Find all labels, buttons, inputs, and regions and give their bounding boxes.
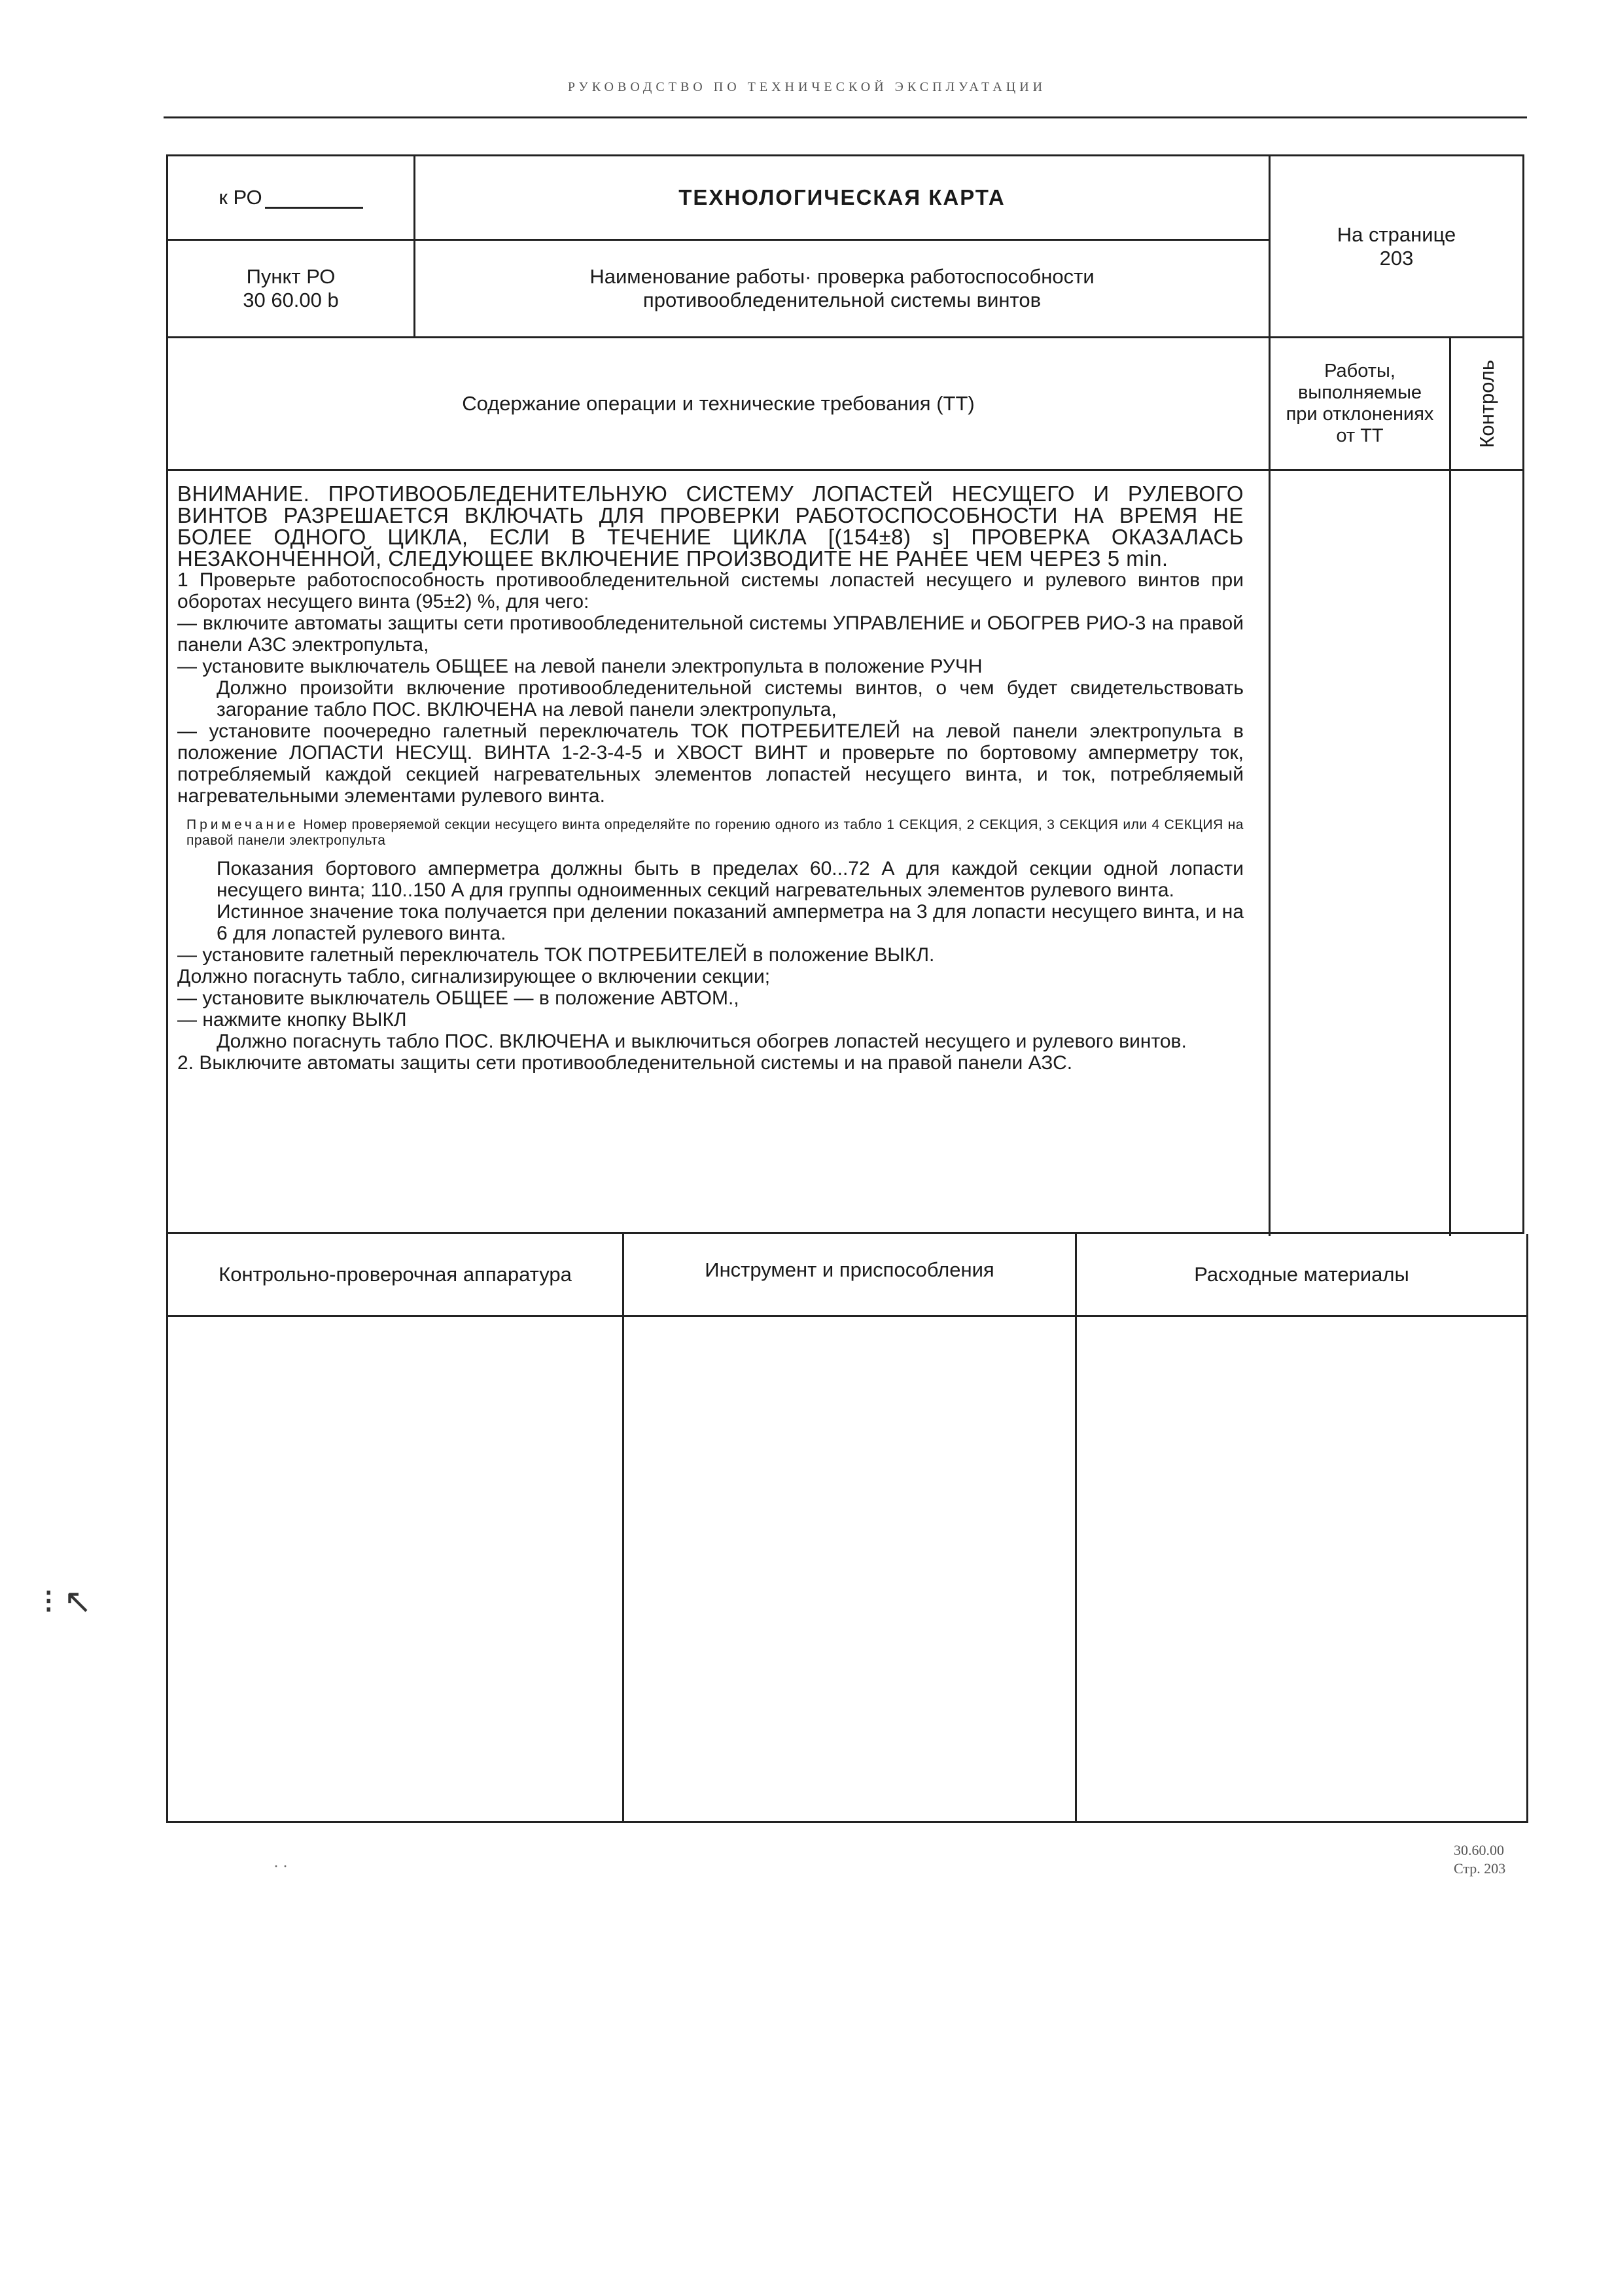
note-text: Номер проверяемой секции несущего винта определяйте по горению одного из табло 1 СЕКЦИЯ, 2 СЕКЦИЯ, 3 СЕКЦИЯ или 4 СЕКЦИЯ на правой панели электропульта — [186, 817, 1244, 848]
work-name-line2: противообледенительной системы винтов — [642, 289, 1042, 311]
resources-table — [166, 1234, 1528, 1823]
footer — [1454, 1841, 1505, 1878]
point-number: 30 60.00 b — [243, 289, 339, 311]
scan-specks: · · — [273, 1858, 288, 1875]
page-label: На странице — [1337, 222, 1456, 246]
step-1d: — установите галетный переключатель ТОК ПОТРЕБИТЕЛЕЙ в положение ВЫКЛ. — [177, 944, 935, 966]
deviations-line1: Работы, — [1324, 361, 1395, 381]
ref-cell — [168, 156, 413, 239]
step-1b: — установите выключатель ОБЩЕЕ на левой панели электропульта в положение РУЧН — [177, 656, 983, 677]
deviations-line4: от ТТ — [1336, 425, 1384, 446]
note — [186, 817, 1244, 849]
work-name-line1: Наименование работы· проверка работоспособности — [589, 265, 1095, 288]
step-1d-result: Должно погаснуть табло, сигнализирующее о включении секции; — [177, 966, 771, 987]
true-value-text: Истинное значение тока получается при делении показаний амперметра на 3 для лопасти несущего винта, и на 6 для лопастей рулевого винта. — [217, 901, 1244, 944]
warning-text: ВНИМАНИЕ. ПРОТИВООБЛЕДЕНИТЕЛЬНУЮ СИСТЕМУ ЛОПАСТЕЙ НЕСУЩЕГО И РУЛЕВОГО ВИНТОВ РАЗРЕШАЕТСЯ ВКЛЮЧАТЬ ДЛЯ ПРОВЕРКИ РАБОТОСПОСОБНОСТИ НА ВРЕМЯ НЕ БОЛЕЕ ОДНОГО ЦИКЛА, ЕСЛИ В ТЕЧЕНИЕ ЦИКЛА [(154±8) s] ПРОВЕРКА ОКАЗАЛАСЬ НЕЗАКОНЧЕННОЙ, СЛЕДУЮЩЕЕ ВКЛЮЧЕНИЕ ПРОИЗВОДИТЕ НЕ РАНЕЕ ЧЕМ ЧЕРЕЗ 5 min. — [177, 482, 1244, 571]
tech-card — [166, 154, 1524, 1234]
step-1c: — установите поочередно галетный переключатель ТОК ПОТРЕБИТЕЛЕЙ на левой панели электропульта в положение ЛОПАСТИ НЕСУЩ. ВИНТА 1-2-3-4-5 и ХВОСТ ВИНТ и проверьте по бортовому амперметру ток, потребляемый каждой секцией нагревательных элементов лопастей несущего винта, и ток, потребляемый нагревательными элементами рулевого винта. — [177, 720, 1244, 807]
card-title: ТЕХНОЛОГИЧЕСКАЯ КАРТА — [678, 185, 1006, 209]
divider — [622, 1234, 624, 1823]
step-2: 2. Выключите автоматы защиты сети противообледенительной системы и на правой панели АЗС. — [177, 1052, 1073, 1074]
equipment-column-header: Контрольно-проверочная аппаратура — [219, 1263, 572, 1286]
step-1a: — включите автоматы защиты сети противообледенительной системы УПРАВЛЕНИЕ и ОБОГРЕВ РИО-3 на правой панели АЗС электропульта, — [177, 612, 1244, 656]
step-1f-result: Должно погаснуть табло ПОС. ВКЛЮЧЕНА и выключиться обогрев лопастей несущего и рулевого винтов. — [217, 1031, 1187, 1052]
readings-text: Показания бортового амперметра должны быть в пределах 60...72 А для каждой секции одной лопасти несущего винта; 110..150 А для группы одноименных секций нагревательных элементов рулевого винта. — [217, 858, 1244, 901]
ref-blank — [265, 187, 363, 209]
point-cell — [168, 241, 413, 336]
margin-mark: ⁝ ↖ — [43, 1583, 92, 1621]
materials-column-header: Расходные материалы — [1194, 1263, 1409, 1286]
deviations-line2: выполняемые — [1297, 382, 1422, 403]
step-1f: — нажмите кнопку ВЫКЛ — [177, 1009, 407, 1031]
divider — [1075, 1234, 1077, 1823]
header-rule — [164, 116, 1527, 118]
step-1b-result: Должно произойти включение противообледенительной системы винтов, о чем будет свидетельствовать загорание табло ПОС. ВКЛЮЧЕНА на левой панели электропульта, — [217, 677, 1244, 720]
step-1e: — установите выключатель ОБЩЕЕ — в положение АВТОМ., — [177, 987, 739, 1009]
content-column-header: Содержание операции и технические требования (ТТ) — [462, 392, 975, 415]
page-cell — [1271, 156, 1522, 336]
ref-label: к РО — [219, 186, 262, 209]
content-body — [168, 471, 1269, 1234]
running-head: РУКОВОДСТВО ПО ТЕХНИЧЕСКОЙ ЭКСПЛУАТАЦИИ — [567, 80, 1047, 94]
work-name-cell — [415, 241, 1269, 336]
footer-code: 30.60.00 — [1454, 1842, 1504, 1858]
footer-page: Стр. 203 — [1454, 1860, 1506, 1877]
divider — [1449, 336, 1451, 1236]
note-lead: Примечание — [186, 817, 299, 832]
tools-column-header: Инструмент и приспособления — [705, 1258, 994, 1281]
deviations-line3: при отклонениях — [1286, 404, 1434, 425]
point-label: Пункт РО — [246, 265, 336, 288]
control-label: Контроль — [1475, 359, 1498, 448]
divider — [168, 1315, 1526, 1317]
page-number: 203 — [1379, 246, 1414, 270]
deviations-column-header — [1271, 338, 1449, 469]
control-column-header — [1451, 338, 1522, 469]
step-1: 1 Проверьте работоспособность противообледенительной системы лопастей несущего и рулевого винтов при оборотах несущего винта (95±2) %, для чего: — [177, 569, 1244, 612]
